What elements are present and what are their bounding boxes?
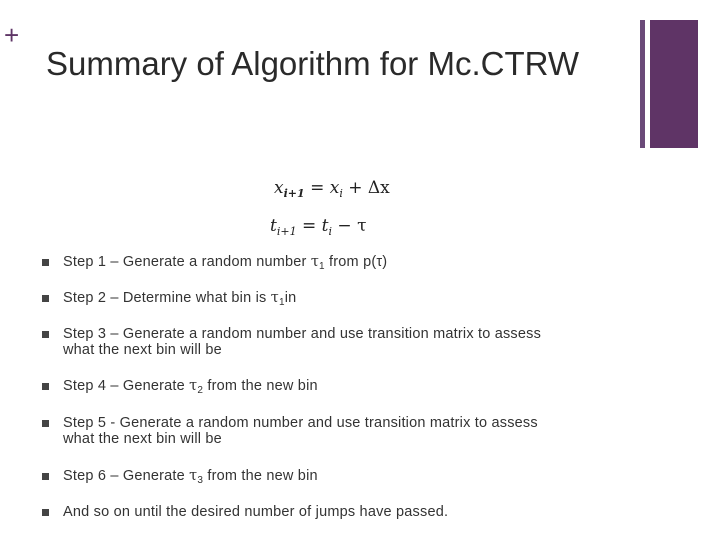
bullet-icon xyxy=(42,473,49,480)
bullet-icon xyxy=(42,383,49,390)
accent-bar-thin xyxy=(640,20,645,148)
list-item: Step 5 - Generate a random number and use transition matrix to assess what the next bin will be xyxy=(38,415,698,468)
bullet-icon xyxy=(42,259,49,266)
list-item: Step 1 – Generate a random number $\tau_1$ from p(τ) xyxy=(38,254,698,290)
list-item: Step 4 – Generate $\tau_2$ from the new bin xyxy=(38,378,698,415)
plus-symbol: + xyxy=(4,20,20,50)
list-item: And so on until the desired number of jumps have passed. xyxy=(38,504,698,524)
bullet-icon xyxy=(42,509,49,516)
accent-bar-thick xyxy=(650,20,698,148)
list-item: Step 3 – Generate a random number and use transition matrix to assess what the next bin will be xyxy=(38,326,698,378)
step-list xyxy=(38,254,698,524)
slide-title: Summary of Algorithm for Mc.CTRW xyxy=(46,45,579,82)
equation-time: $t_{i+1} = t_i - \tau$ xyxy=(270,216,367,238)
bullet-icon xyxy=(42,331,49,338)
equation-position: $x_{i+1} = x_i + \Delta x$ xyxy=(274,178,390,200)
list-item: Step 2 – Determine what bin is $\tau_1in$ xyxy=(38,290,698,326)
list-item: Step 6 – Generate $\tau_3$ from the new bin xyxy=(38,468,698,504)
bullet-icon xyxy=(42,420,49,427)
equations xyxy=(270,176,430,240)
bullet-icon xyxy=(42,295,49,302)
